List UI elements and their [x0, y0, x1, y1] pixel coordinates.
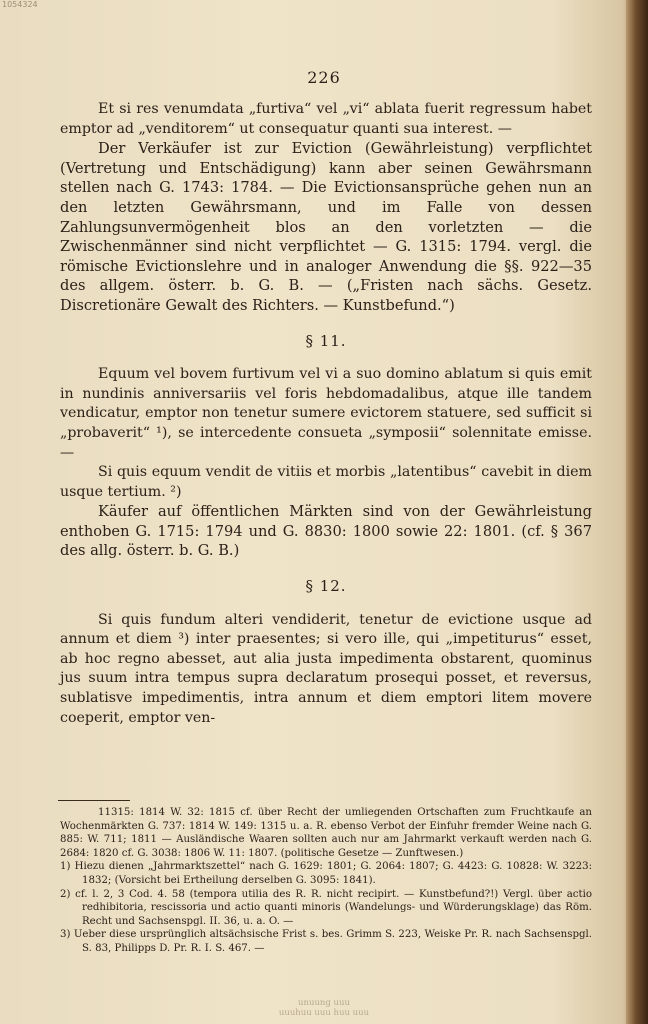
section-11-heading: § 11.: [305, 331, 347, 350]
footnote-2: 2) cf. l. 2, 3 Cod. 4. 58 (tempora utilia des R. R. nicht recipirt. — Kunstbefund?!) Vergl. über actio redhibitoria, rescissoria und actio quanti minoris (Wandelungs- und Würderungsklage) das Röm. Recht und Sachsenspgl. II. 36, u. a. O. —: [60, 888, 592, 927]
intro-german-paragraph: Der Verkäufer ist zur Eviction (Gewährleistung) verpflichtet (Vertretung und Entschädigung) kann aber seinen Gewährsmann stellen nach G. 1743: 1784. — Die Evictionsansprüche gehen nun an den letzten Gewährsmann, und im Falle von dessen Zahlungsunvermögenheit blos an den vorletzten — die Zwischenmänner sind nicht verpflichtet — G. 1315: 1794. vergl. die römische Evictionslehre und in analoger Anwendung die §§. 922—35 des allgem. österr. b. G. B. — („Fristen nach sächs. Gesetz. Discretionäre Gewalt des Richters. — Kunstbefund.“): [60, 140, 592, 314]
library-stamp-number: 1054324: [2, 0, 38, 9]
book-spine: [626, 0, 648, 1024]
section-11-paragraph-2: Si quis equum vendit de vitiis et morbis „latentibus“ cavebit in diem usque tertium. ²): [60, 464, 592, 500]
footnote-separator: [58, 800, 130, 801]
show-through-text: unuung uuu uuuhuu uuu huu uuu: [278, 998, 370, 1018]
footnote-1: 1) Hiezu dienen „Jahrmarktszettel“ nach G. 1629: 1801; G. 2064: 1807; G. 4423: G. 10828: W. 3223: 1832; (Vorsicht bei Ertheilung derselben G. 3095: 1841).: [60, 861, 592, 886]
page-number: 226: [307, 68, 341, 87]
footnote-3: 3) Ueber diese ursprünglich altsächsische Frist s. bes. Grimm S. 223, Weiske Pr. R. nach Sachsenspgl. S. 83, Philipps D. Pr. R. I. S. 467. —: [60, 929, 592, 954]
main-text: [60, 100, 592, 728]
section-11-paragraph-1: Equum vel bovem furtivum vel vi a suo domino ablatum si quis emit in nundinis anniversariis vel foris hebdomadalibus, atque ille tandem vendicatur, emptor non tenetur sumere evictorem statuere, sed sufficit si „probaverit“ ¹), se intercedente consueta „symposii“ solennitate emisse. —: [60, 366, 592, 461]
section-11-german-paragraph: Käufer auf öffentlichen Märkten sind von der Gewährleistung enthoben G. 1715: 1794 und G. 8830: 1800 sowie 22: 1801. (cf. § 367 des allg. österr. b. G. B.): [60, 503, 592, 560]
section-12-paragraph-1: Si quis fundum alteri vendiderit, tenetur de evictione usque ad annum et diem ³) inter praesentes; si vero ille, qui „impetiturus“ esset, ab hoc regno abesset, aut alia justa impedimenta obstarent, quominus jus suum intra tempus supra declaratum prosequi posset, et reversus, sublatisve impedimentis, intra annum et diem emptori litem movere coeperit, emptor ven-: [60, 611, 592, 726]
intro-latin-paragraph: Et si res venumdata „furtiva“ vel „vi“ ablata fuerit regressum habet emptor ad „venditorem“ ut consequatur quanti sua interest. —: [60, 101, 592, 137]
footnote-continuation: 11315: 1814 W. 32: 1815 cf. über Recht der umliegenden Ortschaften zum Fruchtkaufe an Wochenmärkten G. 737: 1814 W. 149: 1315 u. a. R. ebenso Verbot der Einfuhr fremder Weine nach G. 885: W. 711; 1811 — Ausländische Waaren sollten auch nur am Jahrmarkt verkauft werden nach G. 2684: 1820 cf. G. 3038: 1806 W. 11: 1807. (politische Gesetze — Zunftwesen.): [60, 807, 592, 859]
section-12-heading: § 12.: [305, 577, 347, 596]
footnotes: [60, 806, 592, 956]
